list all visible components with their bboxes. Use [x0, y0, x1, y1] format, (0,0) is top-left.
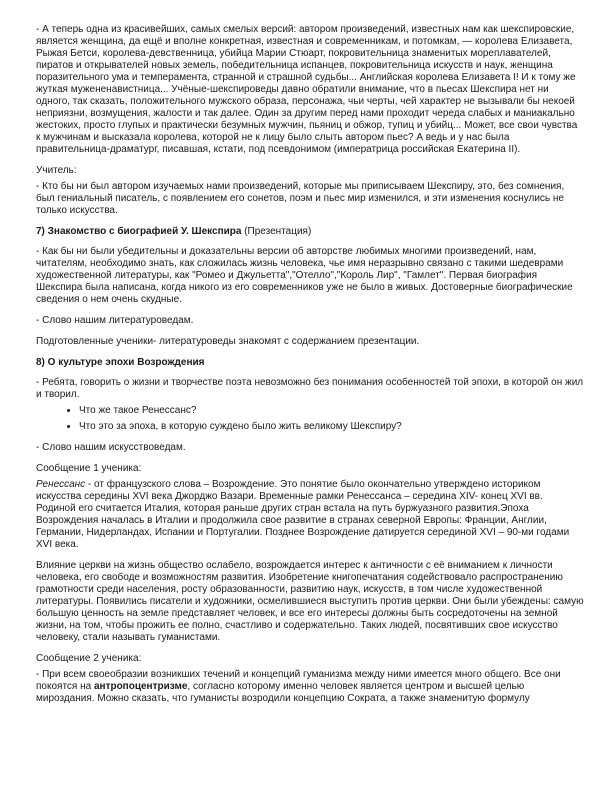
list-item: • Что это за эпоха, в которую суждено было жить великому Шекспиру? — [79, 421, 584, 433]
section-note: (Презентация) — [241, 226, 312, 237]
paragraph-literary-critics: - Слово нашим литературоведам. — [36, 315, 194, 326]
student-message-1-label: Сообщение 1 ученика: — [36, 463, 142, 474]
teacher-label: Учитель: — [36, 165, 77, 176]
paragraph-epoch-intro: - Ребята, говорить о жизни и творчестве поэта невозможно без понимания особенностей той эпохи, в которой он жил и творил. — [36, 377, 584, 400]
paragraph-presentation-note: Подготовленные ученики- литературоведы знакомят с содержанием презентации. — [36, 336, 420, 347]
student-message-2-label: Сообщение 2 ученика: — [36, 653, 142, 664]
paragraph-elizabeth-version: - А теперь одна из красивейших, самых смелых версий: автором произведений, известных нам как шекспировские, является женщина, да ещё и вполне конкретная, известная и современникам, и потомкам, — королева Елизавета, Рыжая Бетси, королева-девственница, убийца Марии Стюарт, покровительница знаменитых мореплавателей, пиратов и открывателей новых земель, победительница испанцев, покровительница искусств и наук, женщина поразительного ума и темперамента, странной и страшной судьбы... Английская королева Елизавета I! И к тому же жуткая мужененавистница... Учёные-шекспироведы давно обратили внимание, что в пьесах Шекспира нет ни одного, так сказать, положительного мужского образа, персонажа, чьи черты, чей характер не вызывали бы некоей неприязни, возмущения, жалости и так далее. Один за другим перед нами проходит череда слабых и маниакально жестоких, просто глупых и практически безумных мужчин, пьяниц и обжор, тупиц и убийц... Может, все свои чувства к мужчинам и высказала королева, которой не к лицу было слыть автором пьес? А ведь и у нас была правительница-драматург, писавшая, кстати, под псевдонимом (императрица российская Екатерина II). — [36, 24, 578, 155]
section-heading-biography — [36, 226, 584, 238]
section-heading-renaissance: 8) О культуре эпохи Возрождения — [36, 357, 205, 368]
term-anthropocentrism: антропоцентризме — [93, 681, 188, 692]
paragraph-anthropocentrism: - При всем своеобразии возникших течений и концепций гуманизма между ними имеется много общего. Все они покоятся на антропоцентризме, согласно которому именно человек является центром и высшей целью мироздания. Можно сказать, что гуманисты возродили концепцию Сократа, а также знаменитую формулу — [36, 669, 561, 704]
paragraph-art-critics: - Слово нашим искусствоведам. — [36, 442, 186, 453]
list-item: • Что же такое Ренессанс? — [79, 405, 584, 417]
term-renaissance: Ренессанс — [36, 479, 86, 490]
paragraph-teacher-remark: - Кто бы ни был автором изучаемых нами произведений, которые мы приписываем Шекспиру, это, без сомнения, был гениальный писатель, с появлением его сонетов, поэм и пьес мир изменился, и эти изменения коснулись не только искусства. — [36, 181, 565, 216]
paragraph-church-influence: Влияние церкви на жизнь общество ослабело, возрождается интерес к античности с её вниманием к личности человека, его свободе и возможностям развития. Изобретение книгопечатания содействовало распространению грамотности среди населения, росту образованности, развитию наук, искусств, в том числе художественной литературы. Появились писатели и художники, осмелившиеся выступить против церкви. Они были убеждены: самую большую ценность на земле представляет человек, и все его интересы должны быть сосредоточены на земной жизни, на том, чтобы прожить ее полно, счастливо и содержательно. Таких людей, посвятивших свое искусство человеку, стали называть гуманистами. — [36, 560, 584, 643]
document-page — [36, 24, 584, 714]
section-title: 7) Знакомство с биографией У. Шекспира — [36, 226, 242, 237]
question-list — [36, 405, 584, 433]
paragraph-biography-intro: - Как бы ни были убедительны и доказательны версии об авторстве любимых многими произведений, нам, читателям, необходимо знать, как сложилась жизнь человека, чье имя неразрывно связано с такими шедеврами художественной литературы, как "Ромео и Джульетта","Отелло","Король Лир", "Гамлет". Первая биография Шекспира была написана, когда никого из его современников уже не было в живых. Достоверные биографические сведения о нем очень скудные. — [36, 246, 573, 305]
paragraph-renaissance-definition: Ренессанс - от французского слова – Возрождение. Это понятие было окончательно утверждено историком искусства середины XVI века Джорджо Вазари. Временные рамки Ренессанса – середина XIV- конец XVI вв. Родиной его считается Италия, которая раньше других стран встала на путь буржуазного развития.Эпоха Возрождения началась в Италии и продолжила свое развитие в странах северной Европы: Франции, Англии, Германии, Нидерландах, Испании и Португалии. Позднее Возрождение датируется серединой XVI – 90-ми годами XVI века. — [36, 479, 570, 550]
